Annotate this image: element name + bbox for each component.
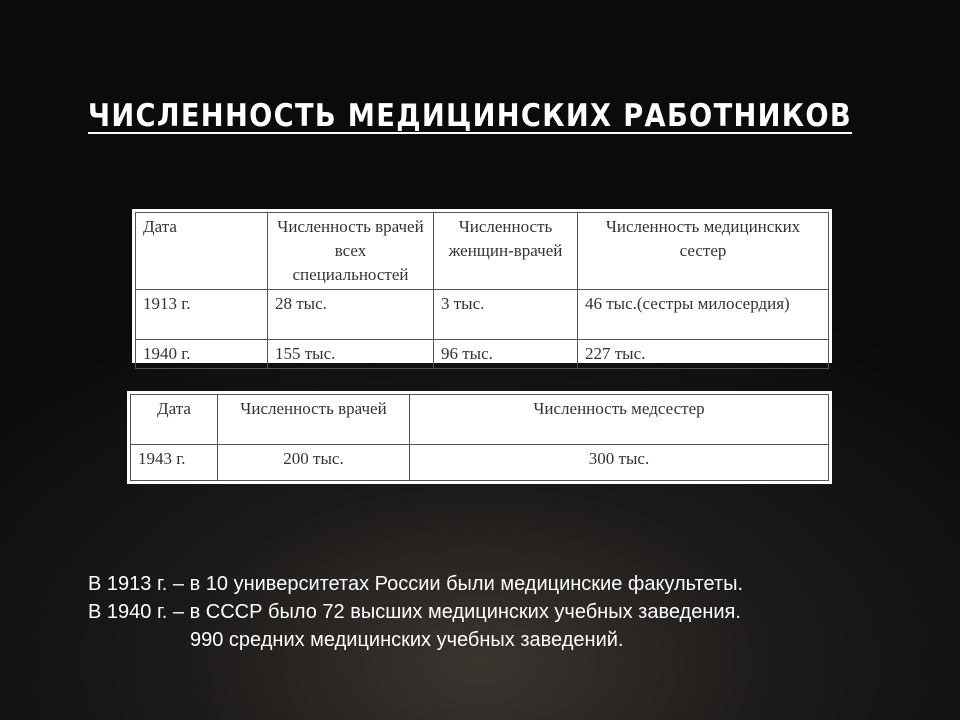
header-nurses: Численность медсестер	[410, 395, 829, 445]
table-row	[136, 340, 829, 369]
cell-date: 1940 г.	[136, 340, 268, 369]
header-nurses: Численность медицинских сестер	[578, 213, 829, 290]
cell-nurses: 46 тыс.(сестры милосердия)	[578, 290, 829, 340]
cell-women-doctors: 96 тыс.	[434, 340, 578, 369]
slide-title: ЧИСЛЕННОСТЬ МЕДИЦИНСКИХ РАБОТНИКОВ	[88, 98, 853, 134]
table-header-row	[136, 213, 829, 290]
staff-table-1943	[127, 391, 832, 484]
table-header-row	[131, 395, 829, 445]
table-row	[131, 445, 829, 481]
staff-table-1913-1940	[132, 209, 832, 363]
cell-doctors: 28 тыс.	[268, 290, 434, 340]
header-doctors: Численность врачей	[218, 395, 410, 445]
cell-nurses: 300 тыс.	[410, 445, 829, 481]
cell-doctors: 200 тыс.	[218, 445, 410, 481]
cell-doctors: 155 тыс.	[268, 340, 434, 369]
notes-block	[88, 570, 743, 654]
header-date: Дата	[131, 395, 218, 445]
cell-women-doctors: 3 тыс.	[434, 290, 578, 340]
header-date: Дата	[136, 213, 268, 290]
note-line-1913: В 1913 г. – в 10 университетах России были медицинские факультеты.	[88, 573, 744, 595]
note-line-secondary-schools: 990 средних медицинских учебных заведений.	[190, 629, 624, 651]
cell-date: 1943 г.	[131, 445, 218, 481]
table-row	[136, 290, 829, 340]
header-women-doctors: Численность женщин-врачей	[434, 213, 578, 290]
header-doctors-all: Численность врачей всех специальностей	[268, 213, 434, 290]
cell-nurses: 227 тыс.	[578, 340, 829, 369]
note-line-1940: В 1940 г. – в СССР было 72 высших медицинских учебных заведения.	[88, 601, 741, 623]
cell-date: 1913 г.	[136, 290, 268, 340]
